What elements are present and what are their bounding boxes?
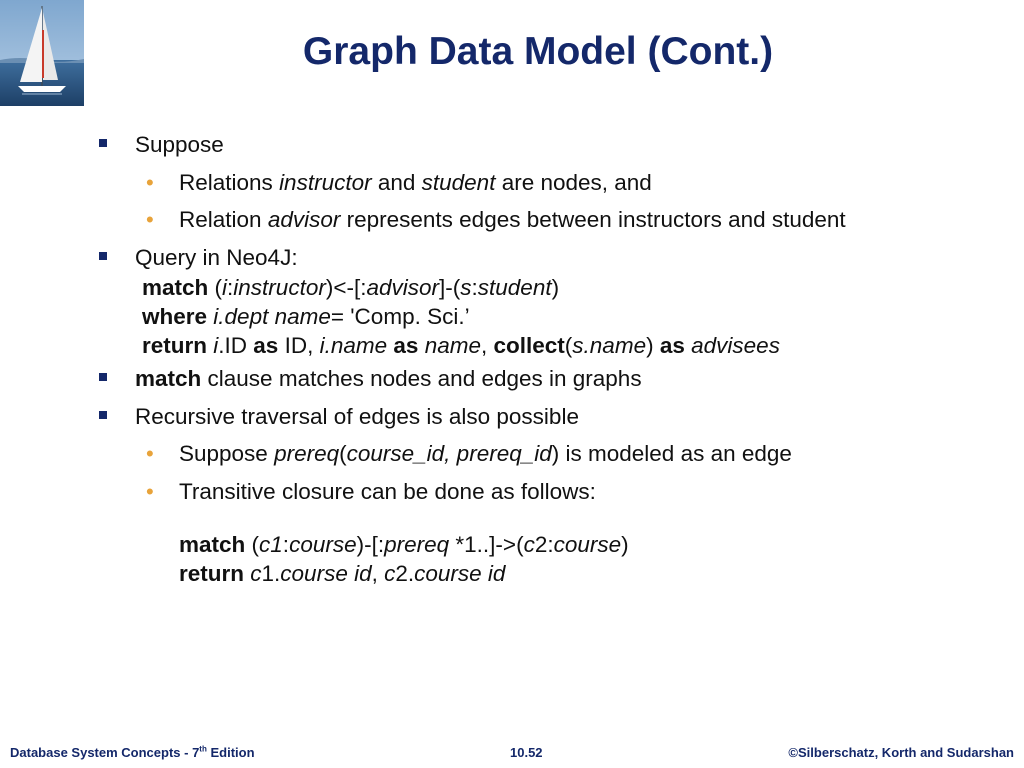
subbullet-prereq: • Suppose prereq(course_id, prereq_id) is modeled as an edge [96, 435, 996, 473]
dot-bullet-icon: • [146, 207, 154, 232]
bullet-query-neo4j: Query in Neo4J: [96, 239, 996, 277]
bullet-recursive: Recursive traversal of edges is also possible [96, 398, 996, 436]
dot-bullet-icon: • [146, 478, 154, 504]
code-tc-return-line: return c1.course id, c2.course id [179, 561, 506, 586]
code-match-line: match (i:instructor)<-[:advisor]-(s:student) [142, 275, 560, 300]
dot-bullet-icon: • [146, 169, 154, 195]
bullet-match-clause: match clause matches nodes and edges in graphs [96, 360, 996, 398]
code-tc-match-line: match (c1:course)-[:prereq *1..]->(c2:course) [179, 532, 629, 557]
code-where-line: where i.dept name= 'Comp. Sci.’ [142, 304, 470, 329]
slide-title: Graph Data Model (Cont.) [302, 30, 774, 73]
square-bullet-icon [99, 139, 107, 147]
subbullet-relation-edges: • Relation advisor represents edges between instructors and student [96, 201, 996, 239]
slide-body [96, 126, 996, 588]
subbullet-relations-nodes: • Relations instructor and student are nodes, and [96, 164, 996, 202]
slide-footer [0, 745, 1024, 765]
code-return-line: return i.ID as ID, i.name as name, collect(s.name) as advisees [142, 333, 780, 358]
subbullet-transitive: • Transitive closure can be done as follows: [96, 473, 996, 511]
footer-copyright: ©Silberschatz, Korth and Sudarshan [788, 745, 1014, 760]
square-bullet-icon [99, 411, 107, 419]
dot-bullet-icon: • [146, 441, 154, 466]
square-bullet-icon [99, 373, 107, 381]
bullet-suppose: Suppose [96, 126, 996, 164]
square-bullet-icon [99, 252, 107, 260]
footer-book-title: Database System Concepts - 7th Edition [10, 744, 255, 760]
footer-page-number: 10.52 [510, 745, 543, 760]
